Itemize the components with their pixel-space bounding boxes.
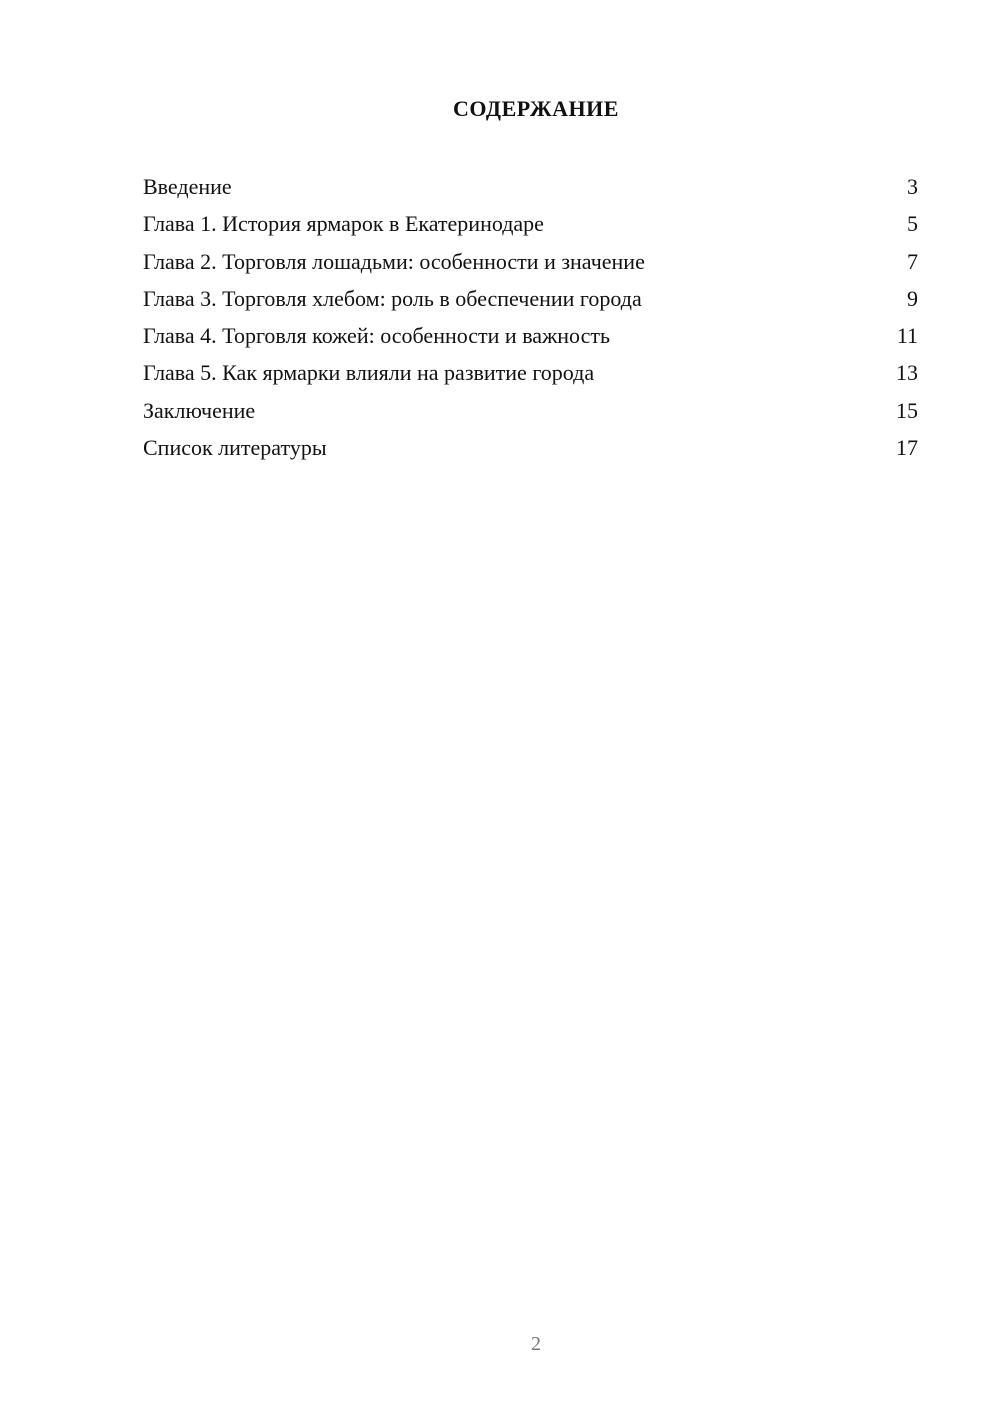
toc-item-chapter-1: [143, 205, 918, 242]
toc-item-chapter-5: [143, 354, 918, 391]
toc-item-chapter-4: [143, 317, 918, 354]
toc-item-label: Введение: [143, 174, 232, 199]
toc-item-page: 15: [896, 397, 918, 423]
toc-item-page: 3: [907, 174, 918, 199]
toc-item-page: 7: [907, 248, 918, 274]
toc-item-label: Заключение: [143, 397, 256, 423]
toc-item-label: Глава 3. Торговля хлебом: роль в обеспечении города: [143, 285, 642, 311]
toc-item-label: Глава 5. Как ярмарки влияли на развитие города: [143, 360, 595, 386]
toc-item-page: 9: [907, 285, 918, 311]
toc-item-bibliography: [143, 429, 918, 466]
toc-item-conclusion: [143, 392, 918, 429]
toc-item-label: Список литературы: [143, 435, 327, 461]
toc-item-page: 11: [896, 323, 918, 349]
toc-item-chapter-2: [143, 243, 918, 280]
toc-item-label: Глава 4. Торговля кожей: особенности и важность: [143, 323, 611, 349]
toc-item-introduction: [143, 168, 918, 205]
page-number: 2: [531, 1333, 541, 1355]
toc-item-page: 17: [896, 435, 918, 461]
toc-item-label: Глава 1. История ярмарок в Екатеринодаре: [143, 211, 544, 237]
toc-item-page: 13: [896, 360, 918, 386]
toc-item-label: Глава 2. Торговля лошадьми: особенности и значение: [143, 248, 645, 274]
page-title: СОДЕРЖАНИЕ: [453, 96, 619, 121]
table-of-contents: [143, 168, 918, 466]
toc-item-chapter-3: [143, 280, 918, 317]
toc-item-page: 5: [907, 211, 918, 237]
